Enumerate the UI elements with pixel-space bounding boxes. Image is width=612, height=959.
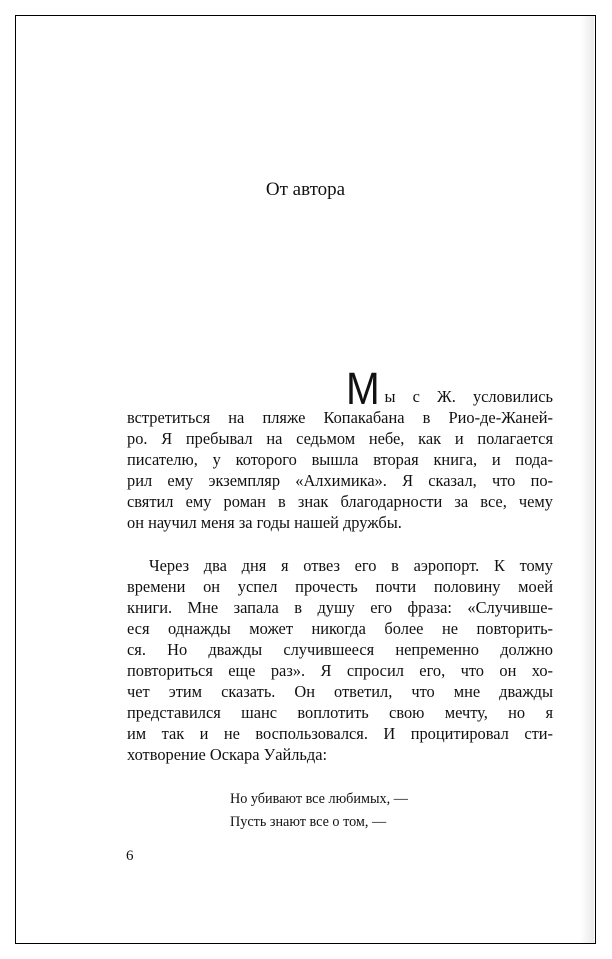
paragraph-2-line-5: ся. Но дважды случившееся непременно должно (127, 639, 553, 659)
paragraph-2-line-3: книги. Мне запала в душу его фраза: «Случивше- (127, 597, 553, 617)
poem-quote (230, 788, 408, 834)
paragraph-2-line-9: им так и не воспользовался. И процитировал сти- (127, 724, 553, 744)
paragraph-2-line-4: еся однажды может никогда более не повторить- (127, 618, 553, 638)
drop-cap: М (346, 363, 380, 414)
paragraph-1-first-line (127, 363, 553, 414)
poem-line-2: Пусть знают все о том, — (230, 814, 387, 830)
paragraph-1-line-2: ро. Я пребывал на седьмом небе, как и полагается (127, 429, 553, 449)
body-text (127, 365, 553, 766)
paragraph-1-line-0: ы с Ж. условились (384, 386, 553, 406)
page-number: 6 (126, 848, 134, 864)
paragraph-1-line-5: святил ему роман в знак благодарности за все, чему (127, 492, 553, 512)
paragraph-2 (127, 555, 553, 766)
book-page (15, 15, 596, 944)
paragraph-1-line-6: он научил меня за годы нашей дружбы. (127, 513, 402, 533)
chapter-title: От автора (265, 179, 346, 200)
paragraph-1-line-3: писателю, у которого вышла вторая книга, и пода- (127, 450, 553, 470)
paragraph-gap (127, 534, 553, 555)
poem-line-1: Но убивают все любимых, — (230, 791, 408, 807)
paragraph-2-line-10: хотворение Оскара Уайльда: (127, 745, 328, 765)
paragraph-2-line-7: чет этим сказать. Он ответил, что мне дважды (127, 682, 553, 702)
paragraph-2-line-1: Через два дня я отвез его в аэропорт. К тому (149, 555, 553, 575)
paragraph-2-line-8: представился шанс воплотить свою мечту, но я (127, 703, 553, 723)
paragraph-1-line-4: рил ему экземпляр «Алхимика». Я сказал, что по- (127, 471, 553, 491)
paragraph-2-line-2: времени он успел прочесть почти половину моей (127, 576, 553, 596)
paragraph-1-line-1: встретиться на пляже Копакабана в Рио-де-Жаней- (127, 408, 553, 427)
page-edge-shadow (580, 16, 594, 943)
paragraph-2-line-6: повториться еще раз». Я спросил его, что он хо- (127, 661, 553, 681)
paragraph-1 (127, 365, 553, 534)
